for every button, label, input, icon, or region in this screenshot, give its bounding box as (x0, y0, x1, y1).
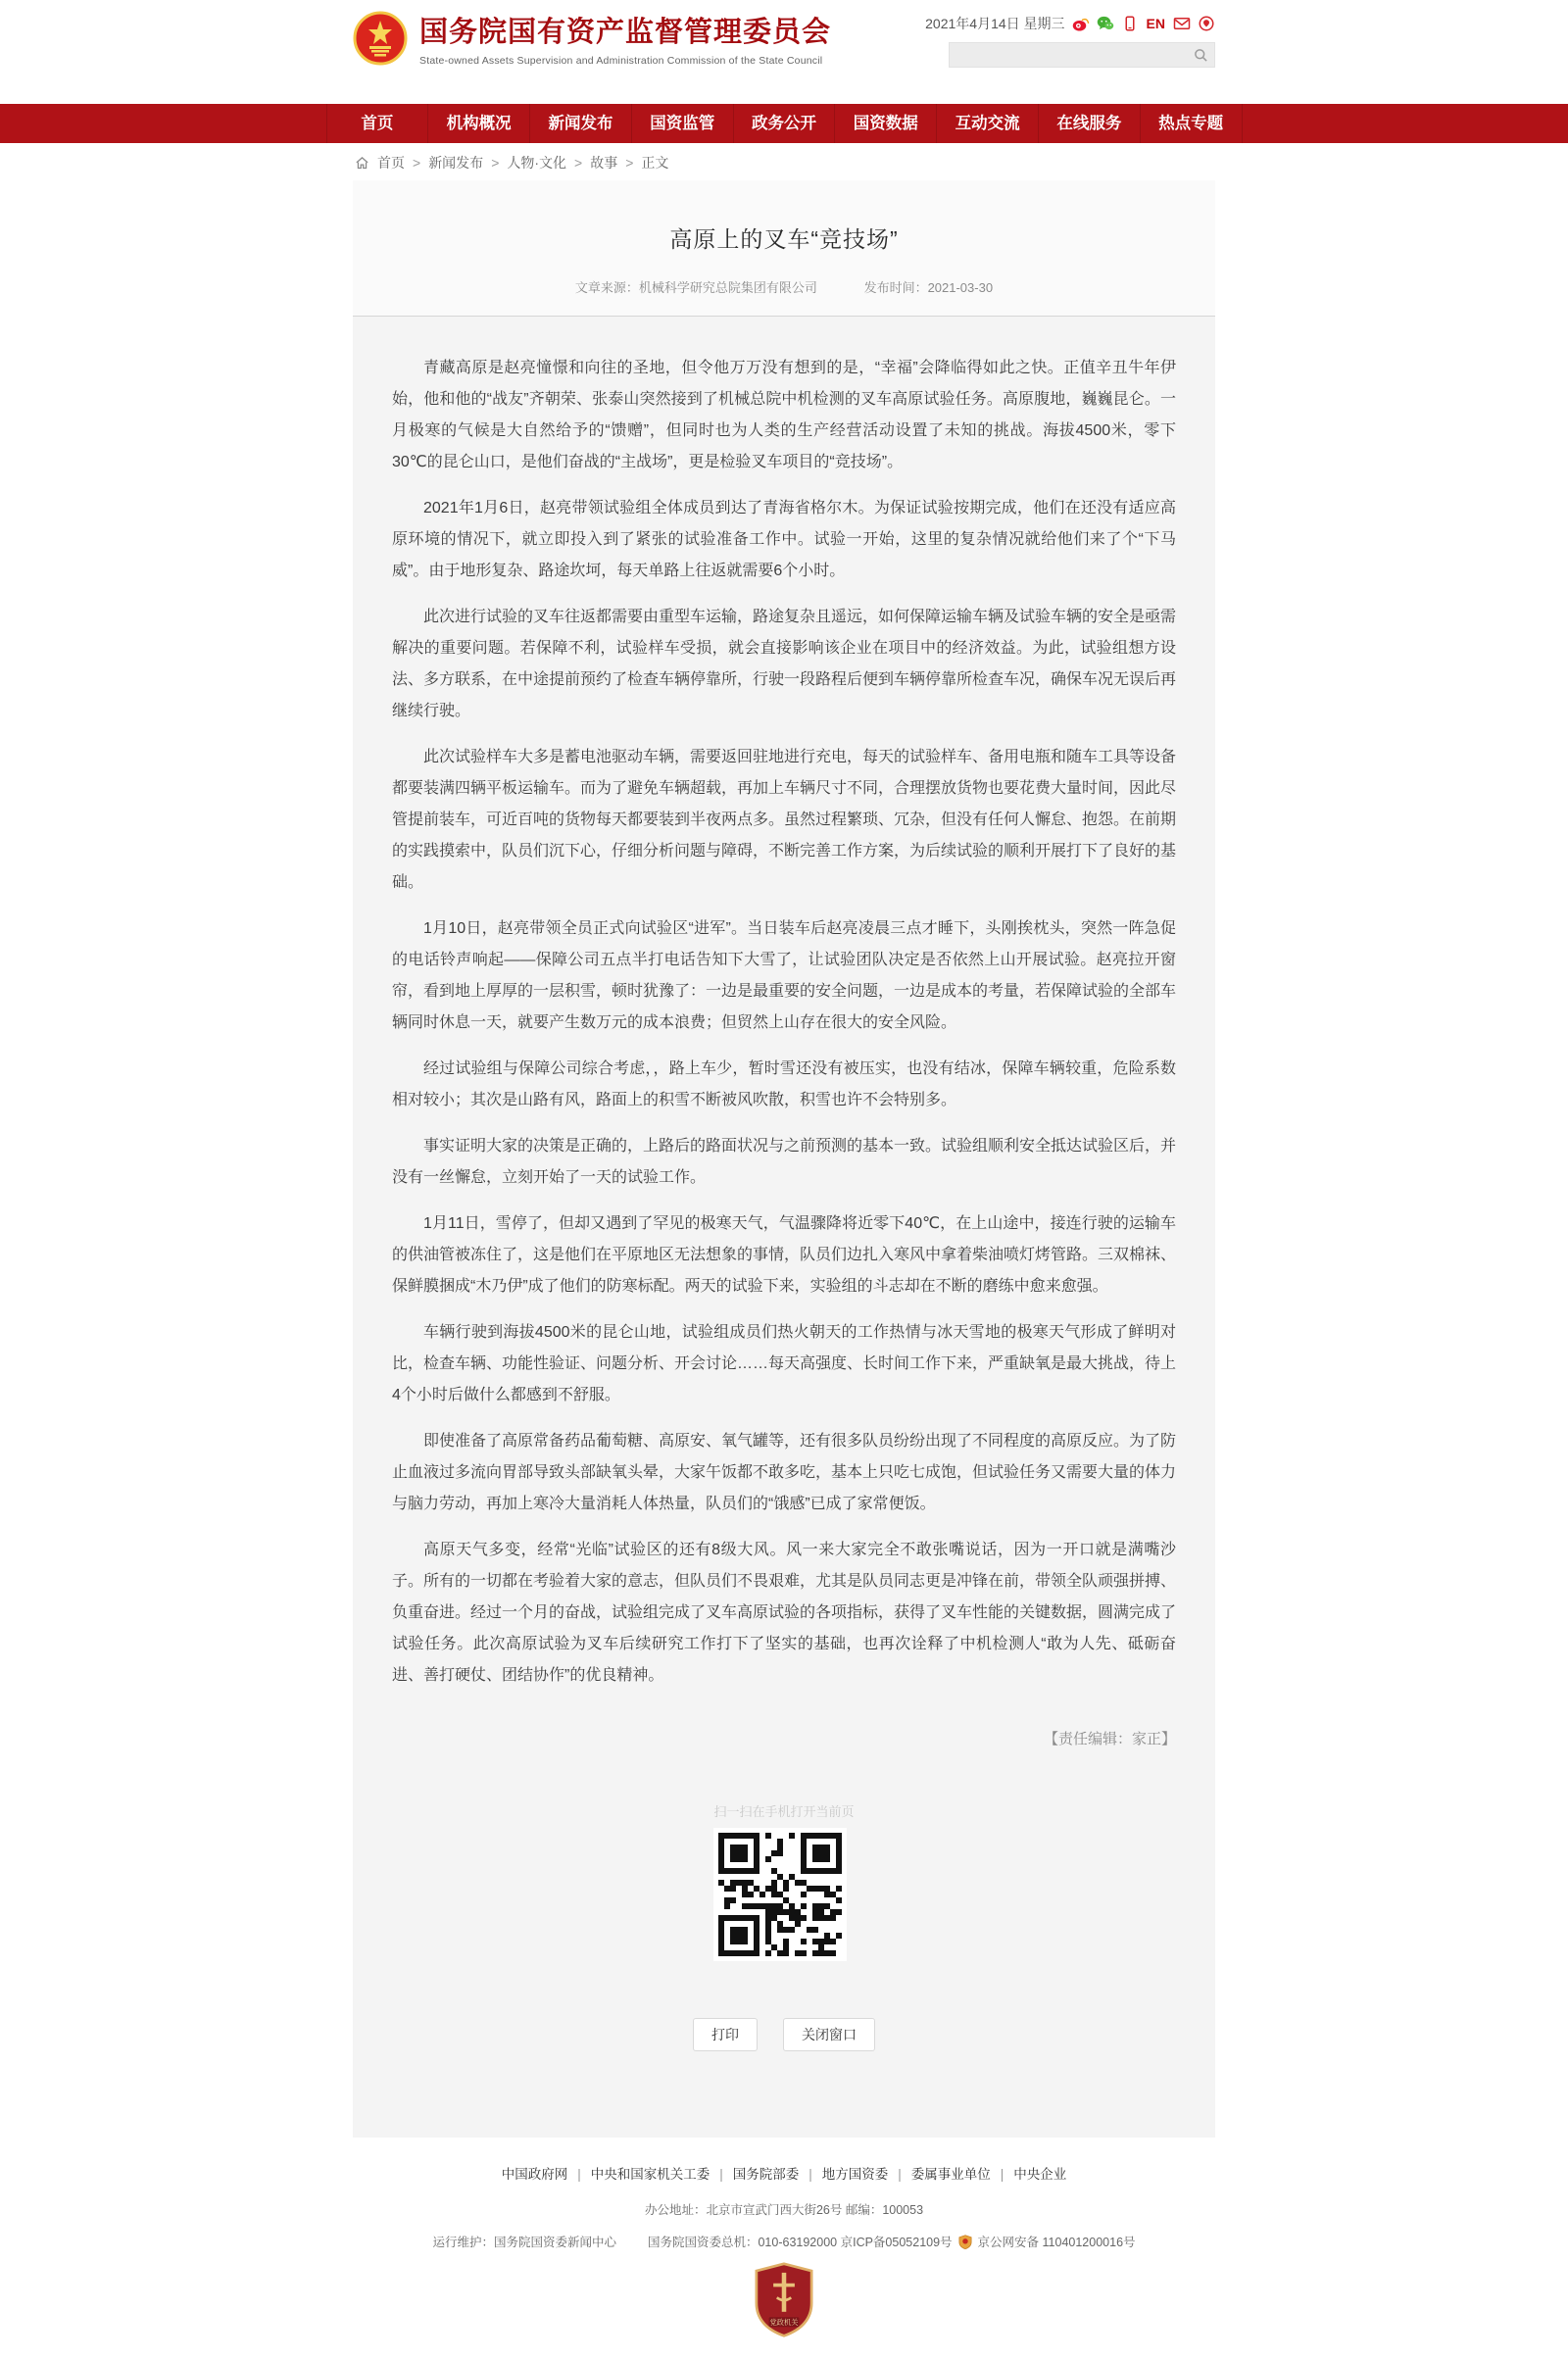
nav-item-topics[interactable]: 热点专题 (1140, 104, 1243, 143)
nav-item-supervision[interactable]: 国资监管 (631, 104, 733, 143)
article-paragraph: 高原天气多变，经常“光临”试验区的还有8级大风。风一来大家完全不敢张嘴说话，因为一开口就是满嘴沙子。所有的一切都在考验着大家的意志，但队员们不畏艰难，尤其是队员同志更是冲锋在前，带领全队顽强拼搏、负重奋进。经过一个月的奋战，试验组完成了叉车高原试验的各项指标，获得了叉车性能的关键数据，圆满完成了试验任务。此次高原试验为叉车后续研究工作打下了坚实的基础，也再次诠释了中机检测人“敢为人先、砥砺奋进、善打硬仗、团结协作”的优良精神。 (392, 1542, 1177, 1684)
party-gov-badge[interactable] (0, 2262, 1568, 2343)
qr-caption: 扫一扫在手机打开当前页 (713, 1804, 855, 1819)
badge-label: 党政机关 (769, 2317, 799, 2327)
main-nav (0, 104, 1568, 143)
search-button[interactable] (1187, 43, 1214, 67)
article-paragraph: 青藏高原是赵亮憧憬和向往的圣地，但令他万万没有想到的是，“幸福”会降临得如此之快。正值辛丑牛年伊始，他和他的“战友”齐朝荣、张泰山突然接到了机械总院中机检测的叉车高原试验任务。高原腹地，巍巍昆仑。一月极寒的气候是大自然给予的“馈赠”，但同时也为人类的生产经营活动设置了未知的挑战。海拔4500米，零下30℃的昆仑山口，是他们奋战的“主战场”，更是检验叉车项目的“竞技场”。 (392, 360, 1176, 470)
editor-note: 【责任编辑：家正】 (1043, 1731, 1176, 1747)
site-header (353, 0, 1215, 104)
article-paragraph: 此次试验样车大多是蓄电池驱动车辆，需要返回驻地进行充电，每天的试验样车、备用电瓶和随车工具等设备都要装满四辆平板运输车。而为了避免车辆超载，再加上车辆尺寸不同，合理摆放货物也要花费大量时间，因此尽管提前装车，可近百吨的货物每天都要装到半夜两点多。虽然过程繁琐、冗杂，但没有任何人懈怠、抱怨。在前期的实践摸索中，队员们沉下心，仔细分析问题与障碍，不断完善工作方案，为后续试验的顺利开展打下了良好的基础。 (392, 749, 1177, 891)
nav-item-interaction[interactable]: 互动交流 (936, 104, 1038, 143)
mobile-icon[interactable] (1121, 15, 1139, 32)
article-paragraph: 经过试验组与保障公司综合考虑，，路上车少，暂时雪还没有被压实，也没有结冰，保障车辆较重，危险系数相对较小；其次是山路有风，路面上的积雪不断被风吹散，积雪也许不会特别多。 (392, 1060, 1176, 1108)
mail-icon[interactable] (1173, 15, 1191, 32)
breadcrumb-people-culture[interactable]: 人物·文化 (507, 155, 567, 171)
article-paragraph: 事实证明大家的决策是正确的，上路后的路面状况与之前预测的基本一致。试验组顺利安全抵达试验区后，并没有一丝懈怠，立刻开始了一天的试验工作。 (392, 1138, 1177, 1186)
article-title: 高原上的叉车“竞技场” (669, 226, 899, 252)
article-paragraph: 1月10日，赵亮带领全员正式向试验区“进军”。当日装车后赵亮凌晨三点才睡下，头刚挨枕头，突然一阵急促的电话铃声响起——保障公司五点半打电话告知下大雪了，让试验团队决定是否依然上山开展试验。赵亮拉开窗帘，看到地上厚厚的一层积雪，顿时犹豫了：一边是最重要的安全问题，一边是成本的考量，若保障试验的全部车辆同时休息一天，就要产生数万元的成本浪费；但贸然上山存在很大的安全风险。 (392, 920, 1177, 1031)
national-emblem-logo (353, 11, 408, 66)
police-badge-icon (958, 2235, 972, 2249)
qr-code (713, 1828, 847, 1961)
footer-address: 办公地址：北京市宣武门西大街26号 邮编：100053 (644, 2203, 924, 2217)
weibo-icon[interactable] (1072, 15, 1090, 32)
breadcrumb-separator: > (413, 155, 421, 171)
article-paragraph: 即使准备了高原常备药品葡萄糖、高原安、氧气罐等，还有很多队员纷纷出现了不同程度的高原反应。为了防止血液过多流向胃部导致头部缺氧头晕，大家午饭都不敢多吃，基本上只吃七成饱，但试验任务又需要大量的体力与脑力劳动，再加上寒冷大量消耗人体热量，队员们的“饿感”已成了家常便饭。 (392, 1433, 1177, 1512)
footer-police-record[interactable]: 京公网安备 110401200016号 (977, 2236, 1136, 2249)
wechat-icon[interactable] (1097, 15, 1114, 32)
footer-link-central-orgs[interactable]: 中央和国家机关工委 (590, 2167, 710, 2182)
footer-link-affiliated-units[interactable]: 委属事业单位 (910, 2167, 991, 2182)
breadcrumb-home[interactable]: 首页 (377, 155, 405, 171)
feedback-icon[interactable] (1198, 15, 1215, 32)
breadcrumb-news[interactable]: 新闻发布 (428, 155, 484, 171)
footer-phone-icp: 国务院国资委总机：010-63192000 京ICP备05052109号 (647, 2236, 953, 2249)
search-input[interactable] (950, 43, 1187, 67)
article-body (353, 317, 1215, 1692)
breadcrumb-story[interactable]: 故事 (590, 155, 618, 171)
article-paragraph: 2021年1月6日，赵亮带领试验组全体成员到达了青海省格尔木。为保证试验按期完成，他们在还没有适应高原环境的情况下，就立即投入到了紧张的试验准备工作中。试验一开始，这里的复杂情况就给他们来了个“下马威”。由于地形复杂、路途坎坷，每天单路上往返就需要6个小时。 (392, 500, 1176, 579)
footer-separator: | (1000, 2167, 1004, 2182)
breadcrumb-separator: > (625, 155, 634, 171)
footer-separator: | (898, 2167, 902, 2182)
header-date: 2021年4月14日 星期三 (925, 16, 1065, 31)
nav-item-services[interactable]: 在线服务 (1038, 104, 1140, 143)
site-logo[interactable] (353, 10, 831, 67)
nav-item-data[interactable]: 国资数据 (834, 104, 936, 143)
org-name-en: State-owned Assets Supervision and Administration Commission of the State Council (419, 55, 823, 67)
footer-link-central-enterprises[interactable]: 中央企业 (1013, 2167, 1067, 2182)
nav-item-gov-affairs[interactable]: 政务公开 (733, 104, 835, 143)
footer-link-ministries[interactable]: 国务院部委 (732, 2167, 800, 2182)
home-icon[interactable] (355, 156, 369, 171)
footer-maintain: 运行维护：国务院国资委新闻中心 (432, 2236, 616, 2249)
footer-separator: | (577, 2167, 581, 2182)
breadcrumb-separator: > (574, 155, 583, 171)
breadcrumb-current: 正文 (641, 155, 669, 171)
nav-item-about[interactable]: 机构概况 (427, 104, 529, 143)
article-paragraph: 1月11日，雪停了，但却又遇到了罕见的极寒天气，气温骤降将近零下40℃，在上山途中，接连行驶的运输车的供油管被冻住了，这是他们在平原地区无法想象的事情，队员们边扎入寒风中拿着柴油喷灯烤管路。三双棉袜、保鲜膜捆成“木乃伊”成了他们的防寒标配。两天的试验下来，实验组的斗志却在不断的磨练中愈来愈强。 (392, 1215, 1177, 1295)
article-publish-date: 发布时间：2021-03-30 (863, 280, 994, 295)
article-paragraph: 此次进行试验的叉车往返都需要由重型车运输，路途复杂且遥远，如何保障运输车辆及试验车辆的安全是亟需解决的重要问题。若保障不利，试验样车受损，就会直接影响该企业在项目中的经济效益。为此，试验组想方设法、多方联系，在中途提前预约了检查车辆停靠所，行驶一段路程后便到车辆停靠所检查车况，确保车况无误后再继续行驶。 (392, 609, 1177, 719)
breadcrumb (353, 143, 1215, 180)
print-button[interactable]: 打印 (693, 2018, 758, 2051)
site-footer (0, 2138, 1568, 2361)
article-paragraph: 车辆行驶到海拔4500米的昆仑山地，试验组成员们热火朝天的工作热情与冰天雪地的极寒天气形成了鲜明对比，检查车辆、功能性验证、问题分析、开会讨论……每天高强度、长时间工作下来，严重缺氧是最大挑战，待上4个小时后做什么都感到不舒服。 (392, 1324, 1177, 1403)
search-icon (1194, 48, 1208, 63)
nav-item-home[interactable]: 首页 (326, 104, 428, 143)
article-card (353, 180, 1215, 2138)
footer-separator: | (719, 2167, 723, 2182)
language-toggle-en[interactable]: EN (1146, 16, 1165, 31)
footer-link-gov[interactable]: 中国政府网 (501, 2167, 568, 2182)
search-box (949, 42, 1215, 68)
nav-item-news[interactable]: 新闻发布 (529, 104, 631, 143)
breadcrumb-separator: > (491, 155, 500, 171)
article-source: 文章来源：机械科学研究总院集团有限公司 (574, 280, 817, 295)
footer-separator: | (808, 2167, 812, 2182)
close-window-button[interactable]: 关闭窗口 (783, 2018, 875, 2051)
footer-link-local-sasac[interactable]: 地方国资委 (821, 2167, 889, 2182)
org-name-cn: 国务院国有资产监督管理委员会 (419, 17, 832, 48)
